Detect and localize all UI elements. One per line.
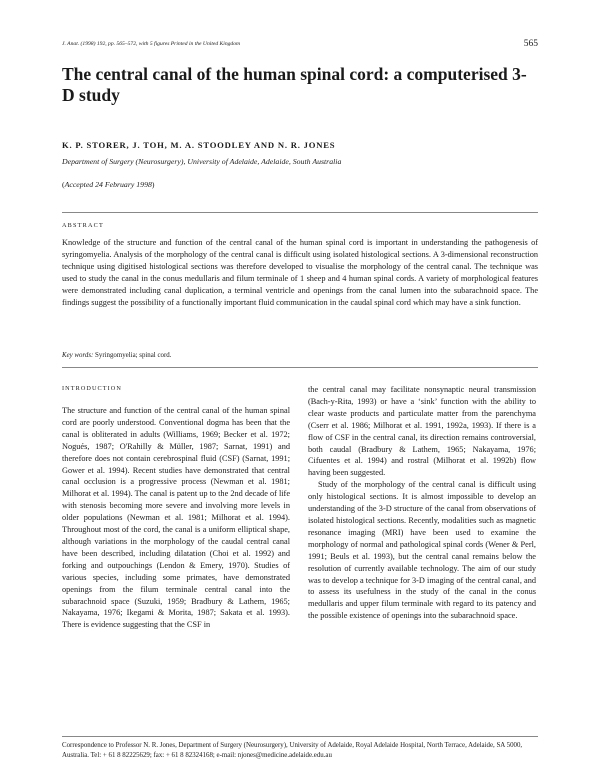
abstract-top-rule: [62, 212, 538, 213]
keywords-label: Key words:: [62, 352, 94, 359]
introduction-heading: INTRODUCTION: [62, 385, 122, 392]
article-title: The central canal of the human spinal cord: a computerised 3-D study: [62, 64, 527, 105]
footnote-rule: [62, 736, 538, 737]
introduction-paragraph-1-continued: the central canal may facilitate nonsynaptic neural transmission (Bach-y-Rita, 1993) or have a ‘sink’ function with the ability to clear waste products and particulate matter from the parenchyma (Cserr et al. 1986; Milhorat et al. 1991, 1992a, 1993). If there is a flow of CSF in the central canal, its direction remains controversial, both caudal (Bradbury & Lathem, 1965; Nakayama, 1976; Cifuentes et al. 1994) and rostral (Milhorat et al. 1992b) flow having been suggested.: [308, 385, 536, 478]
abstract-heading: ABSTRACT: [62, 222, 104, 229]
author-affiliation: Department of Surgery (Neurosurgery), University of Adelaide, Adelaide, South Australia: [62, 157, 342, 166]
accepted-close-paren: ): [151, 180, 155, 189]
right-column: [308, 384, 536, 622]
running-header: [62, 41, 538, 53]
abstract-bottom-rule: [62, 367, 538, 368]
accepted-date-text: Accepted 24 February 1998: [64, 180, 152, 189]
introduction-paragraph-1: The structure and function of the central canal of the human spinal cord are poorly understood. Conventional dogma has been that the canal is obliterated in adults (Williams, 1969; Becker et al. 1972; Nogués, 1987; O'Rahilly & Müller, 1987; Sarnat, 1991) and therefore does not contain cerebrospinal fluid (CSF) (Sarnat, 1991; Gower et al. 1994). Recent studies have demonstrated that central canal occlusion is a progressive process (Newman et al. 1981; Milhorat et al. 1994). The canal is patent up to the 2nd decade of life with stenosis becoming more severe and involving more levels in older populations (Newman et al. 1981; Milhorat et al. 1994). Throughout most of the cord, the canal is a uniform elliptical shape, although variations in the morphology of the caudal central canal have been described, including dilatation (Choi et al. 1992) and forking and outpouchings (Lendon & Emery, 1970). Studies of various species, including some primates, have demonstrated openings from the filum terminale central canal into the subarachnoid space (Suzuki, 1959; Bradbury & Lathem, 1965; Nakayama, 1976; Ikegami & Morita, 1987; Sakata et al. 1993). There is evidence suggesting that the CSF in: [62, 406, 290, 630]
abstract-body: Knowledge of the structure and function of the central canal of the human spinal cord is important in understanding the pathogenesis of syringomyelia. Analysis of the morphology of the central canal is difficult using isolated histological sections. A 3-dimensional reconstruction technique using digitised histological sections was therefore developed to visualise the morphology of the central canal. The technique was used to study the canal in the conus medullaris and filum terminale of 1 sheep and 4 human spinal cords. A variety of morphological features were demonstrated including canal duplication, a terminal ventricle and openings from the canal lumen into the subarachnoid space. The findings suggest the possibility of a functionally important fluid communication in the caudal spinal cord which may have a sink function.: [62, 238, 538, 307]
author-list: K. P. STORER, J. TOH, M. A. STOODLEY AND N. R. JONES: [62, 140, 336, 150]
left-column: [62, 384, 290, 631]
journal-reference: J. Anat. (1998) 192, pp. 565–572, with 5 figures Printed in the United Kingdom: [62, 41, 241, 47]
page-number: 565: [523, 39, 538, 49]
keywords-text: Syringomyelia; spinal cord.: [93, 352, 172, 359]
accepted-open-paren: (: [62, 180, 65, 189]
keywords: [62, 352, 171, 359]
accepted-date: [62, 180, 154, 189]
correspondence-footnote: Correspondence to Professor N. R. Jones, Department of Surgery (Neurosurgery), University of Adelaide, Royal Adelaide Hospital, North Terrace, Adelaide, SA 5000, Australia. Tel: + 61 8 82225629; fax: + 61 8 82324168; e-mail: njones@medicine.adelaide.edu.au: [62, 742, 523, 760]
introduction-paragraph-2: Study of the morphology of the central canal is difficult using only histological sections. It is almost impossible to develop an understanding of the 3-D structure of the canal from observations of isolated histological sections. Recently, modalities such as magnetic resonance imaging (MRI) have been used to examine the morphology of normal and pathological spinal cords (Wener & Perl, 1991; Beuls et al. 1993), but the central canal remains below the resolution of currently available technology. The aim of our study was to develop a technique for 3-D imaging of the central canal, and to assess its usefulness in the study of the canal in the conus medullaris and upper filum terminale with regard to its patency and the possible existence of openings into the subarachnoid space.: [308, 480, 536, 621]
